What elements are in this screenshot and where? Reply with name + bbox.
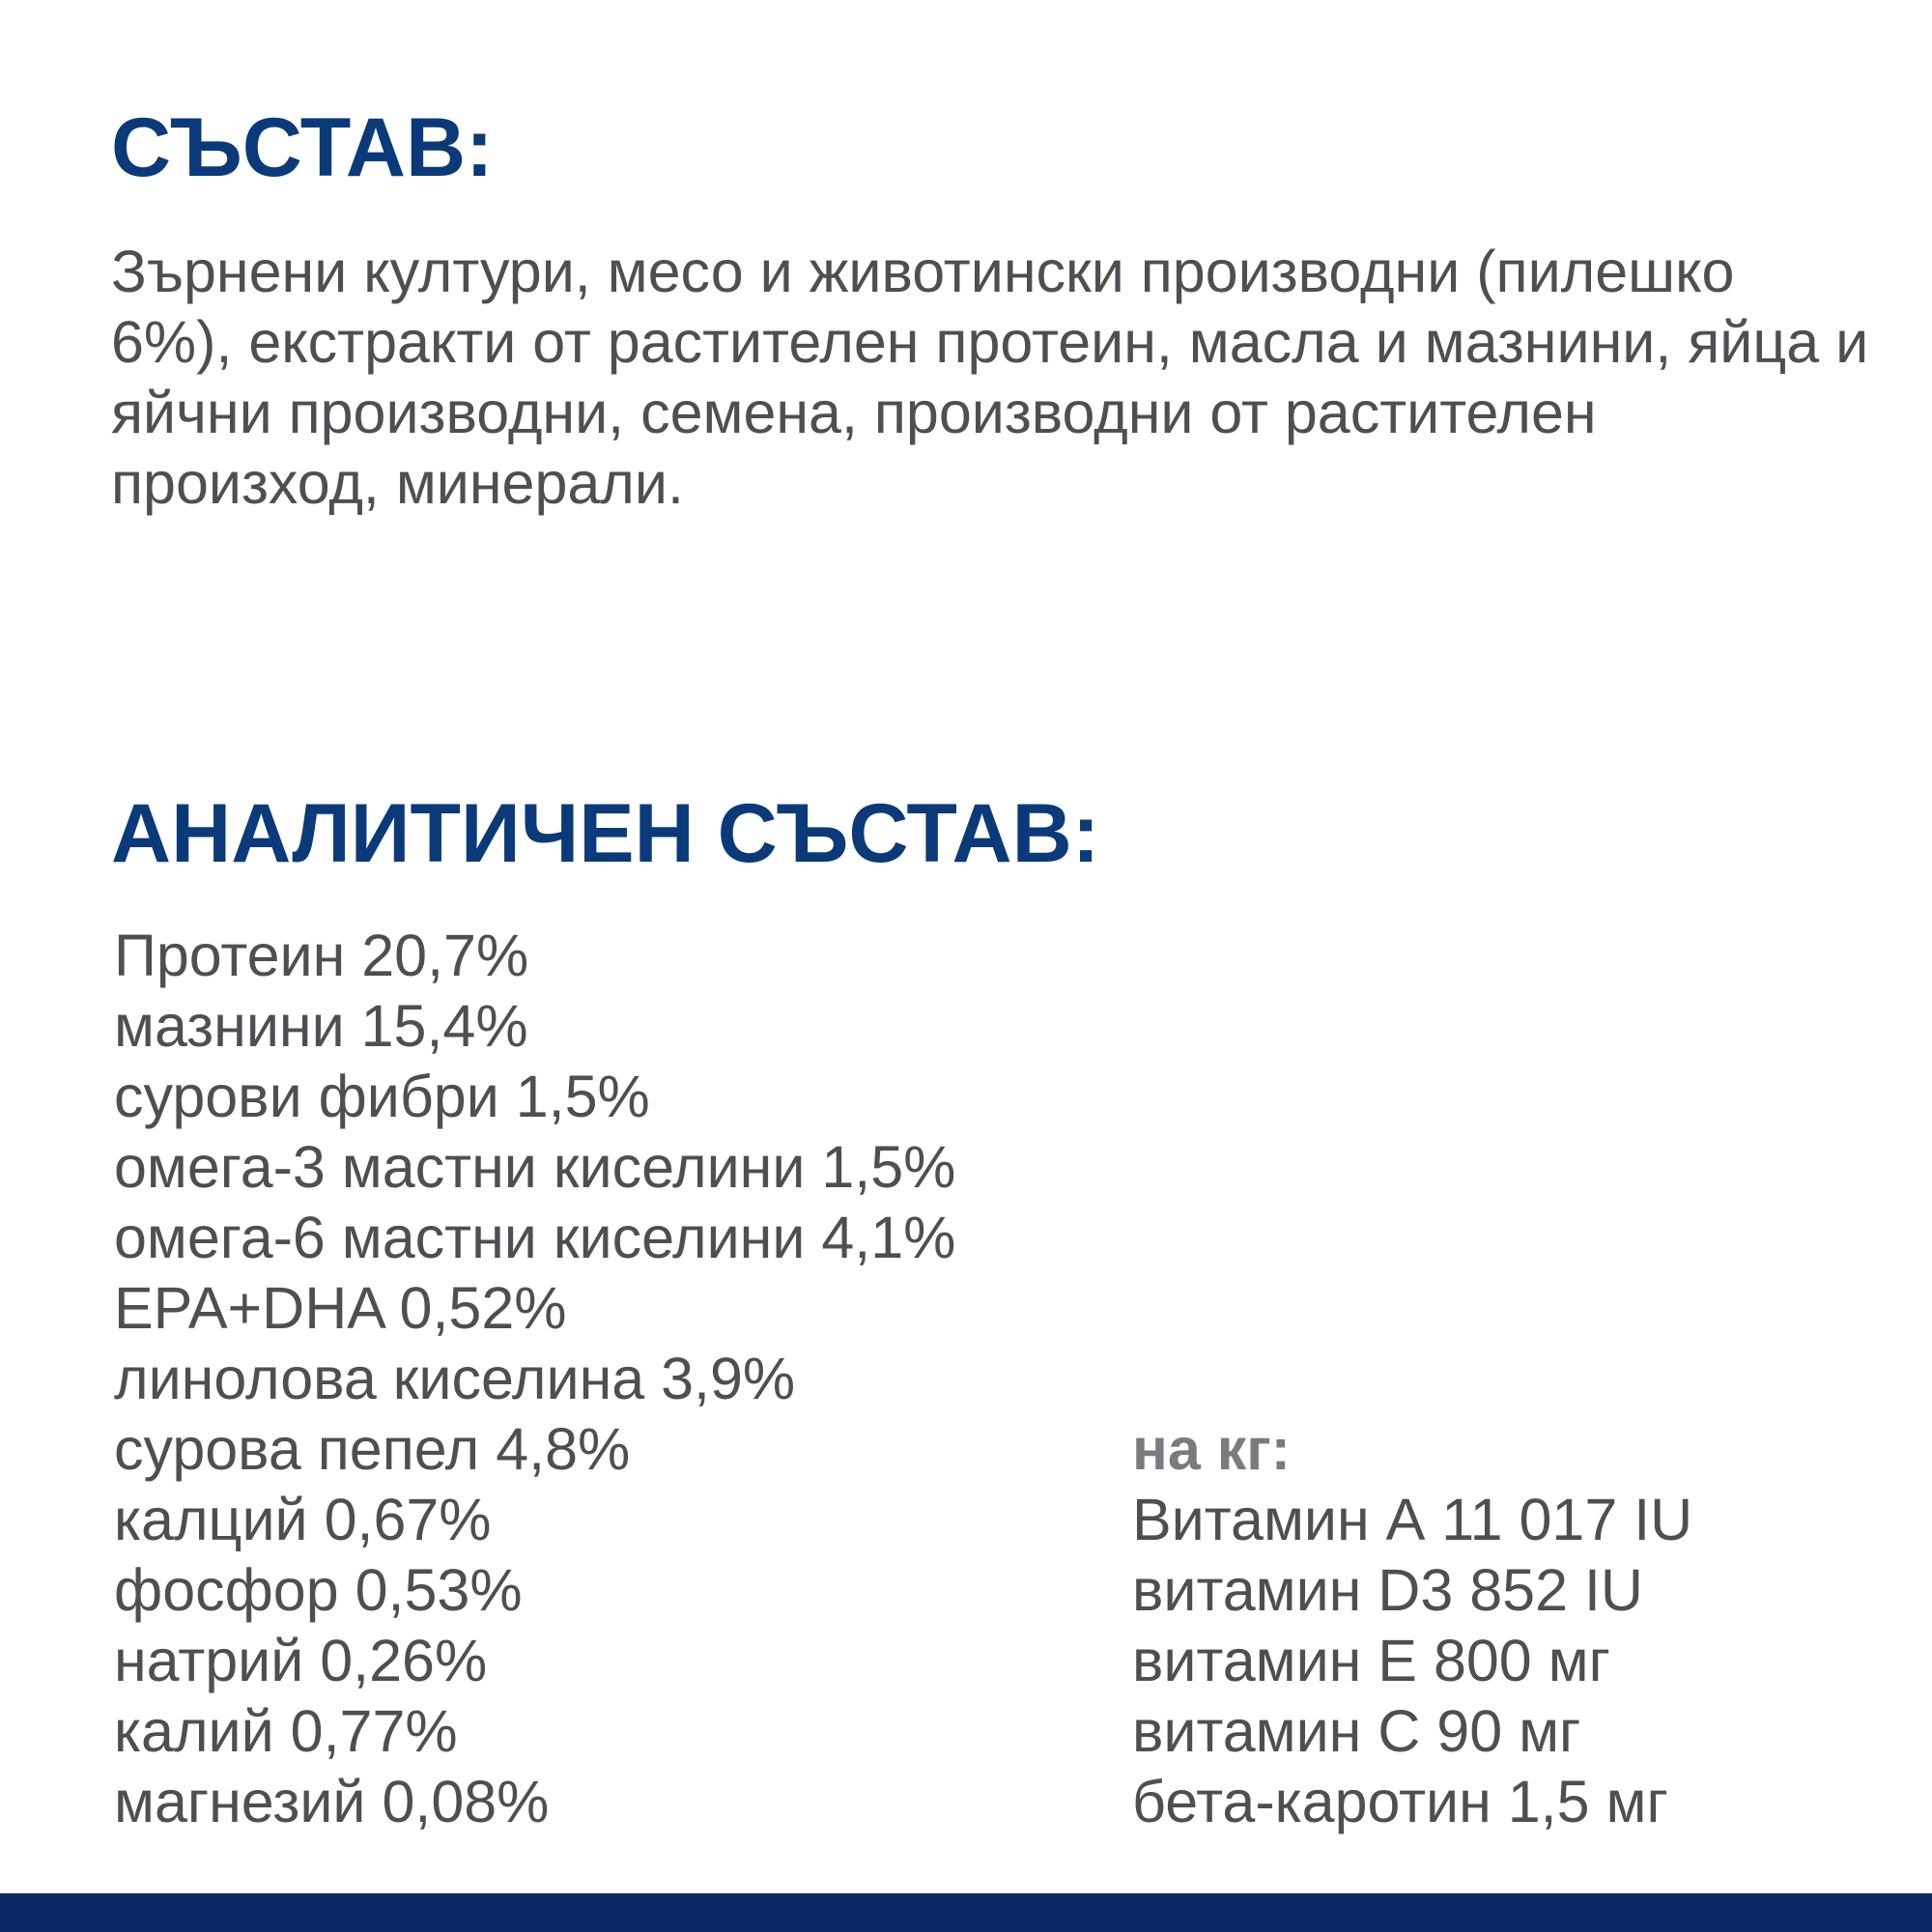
analytic-item-epa-dha: EPA+DHA 0,52% <box>114 1275 567 1341</box>
composition-heading: СЪСТАВ: <box>111 101 494 194</box>
analytic-item-crude-ash: сурова пепел 4,8% <box>114 1416 631 1482</box>
vitamin-item-c: витамин C 90 мг <box>1132 1698 1581 1764</box>
analytic-item-sodium: натрий 0,26% <box>114 1628 488 1693</box>
vitamin-item-d3: витамин D3 852 IU <box>1132 1557 1643 1623</box>
analytic-item-fat: мазнини 15,4% <box>114 993 528 1059</box>
analytic-item-potassium: калий 0,77% <box>114 1698 458 1764</box>
vitamin-item-beta-carotene: бета-каротин 1,5 мг <box>1132 1769 1668 1834</box>
analytic-item-omega-6: омега-6 мастни киселини 4,1% <box>114 1205 956 1270</box>
vitamin-item-e: витамин E 800 мг <box>1132 1628 1610 1693</box>
analytic-item-omega-3: омега-3 мастни киселини 1,5% <box>114 1134 956 1200</box>
analytic-item-protein: Протеин 20,7% <box>114 923 529 988</box>
bottom-bar <box>0 1893 1932 1932</box>
analytic-item-crude-fiber: сурови фибри 1,5% <box>114 1064 650 1129</box>
vitamin-list <box>1132 1414 1692 1837</box>
vitamin-item-a: Витамин А 11 017 IU <box>1132 1487 1693 1552</box>
analytic-composition-list <box>114 921 955 1837</box>
analytic-composition-heading: АНАЛИТИЧЕН СЪСТАВ: <box>111 787 1100 880</box>
per-kg-label: на кг: <box>1132 1416 1291 1482</box>
analytic-item-phosphorus: фосфор 0,53% <box>114 1557 523 1623</box>
analytic-item-calcium: калций 0,67% <box>114 1487 492 1552</box>
composition-text: Зърнени култури, месо и животински производни (пилешко 6%), екстракти от растителен протеин, масла и мазнини, яйца и яйчни производни, семена, производни от растителен произход, минерали. <box>111 239 1869 516</box>
analytic-item-linoleic-acid: линолова киселина 3,9% <box>114 1346 796 1411</box>
analytic-item-magnesium: магнезий 0,08% <box>114 1769 550 1834</box>
